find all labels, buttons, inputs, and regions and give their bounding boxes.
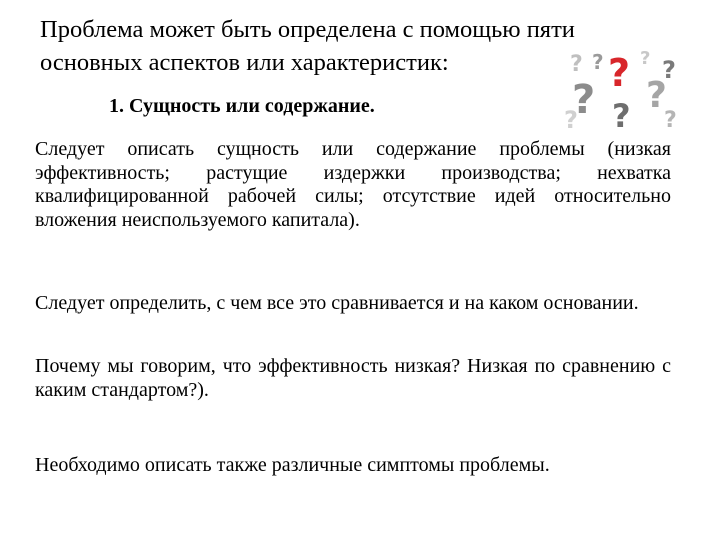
question-mark: ? (570, 52, 583, 77)
question-mark: ? (646, 75, 667, 116)
question-mark: ? (640, 48, 651, 69)
question-marks-icon (564, 48, 682, 135)
question-mark: ? (572, 77, 596, 123)
slide-title: Проблема может быть определена с помощью пяти основных аспектов или характеристик: (40, 16, 575, 76)
paragraph-symptoms: Необходимо описать также различные симптомы проблемы. (35, 454, 550, 476)
question-mark: ? (662, 56, 676, 84)
paragraph-why-low: Почему мы говорим, что эффективность низкая? Низкая по сравнению с каким стандартом?). (35, 355, 671, 401)
question-mark: ? (592, 50, 604, 74)
question-mark: ? (564, 106, 578, 134)
question-mark: ? (664, 108, 677, 133)
paragraph-essence: Следует описать сущность или содержание проблемы (низкая эффективность; растущие издержки производства; нехватка квалифицированной рабочей силы; отсутствие идей относительно вложения неиспользуемого капитала). (35, 138, 671, 231)
question-mark-accent: ? (608, 51, 631, 95)
paragraph-comparison: Следует определить, с чем все это сравнивается и на каком основании. (35, 292, 639, 314)
question-mark: ? (612, 97, 631, 135)
section-heading: 1. Сущность или содержание. (109, 95, 375, 117)
